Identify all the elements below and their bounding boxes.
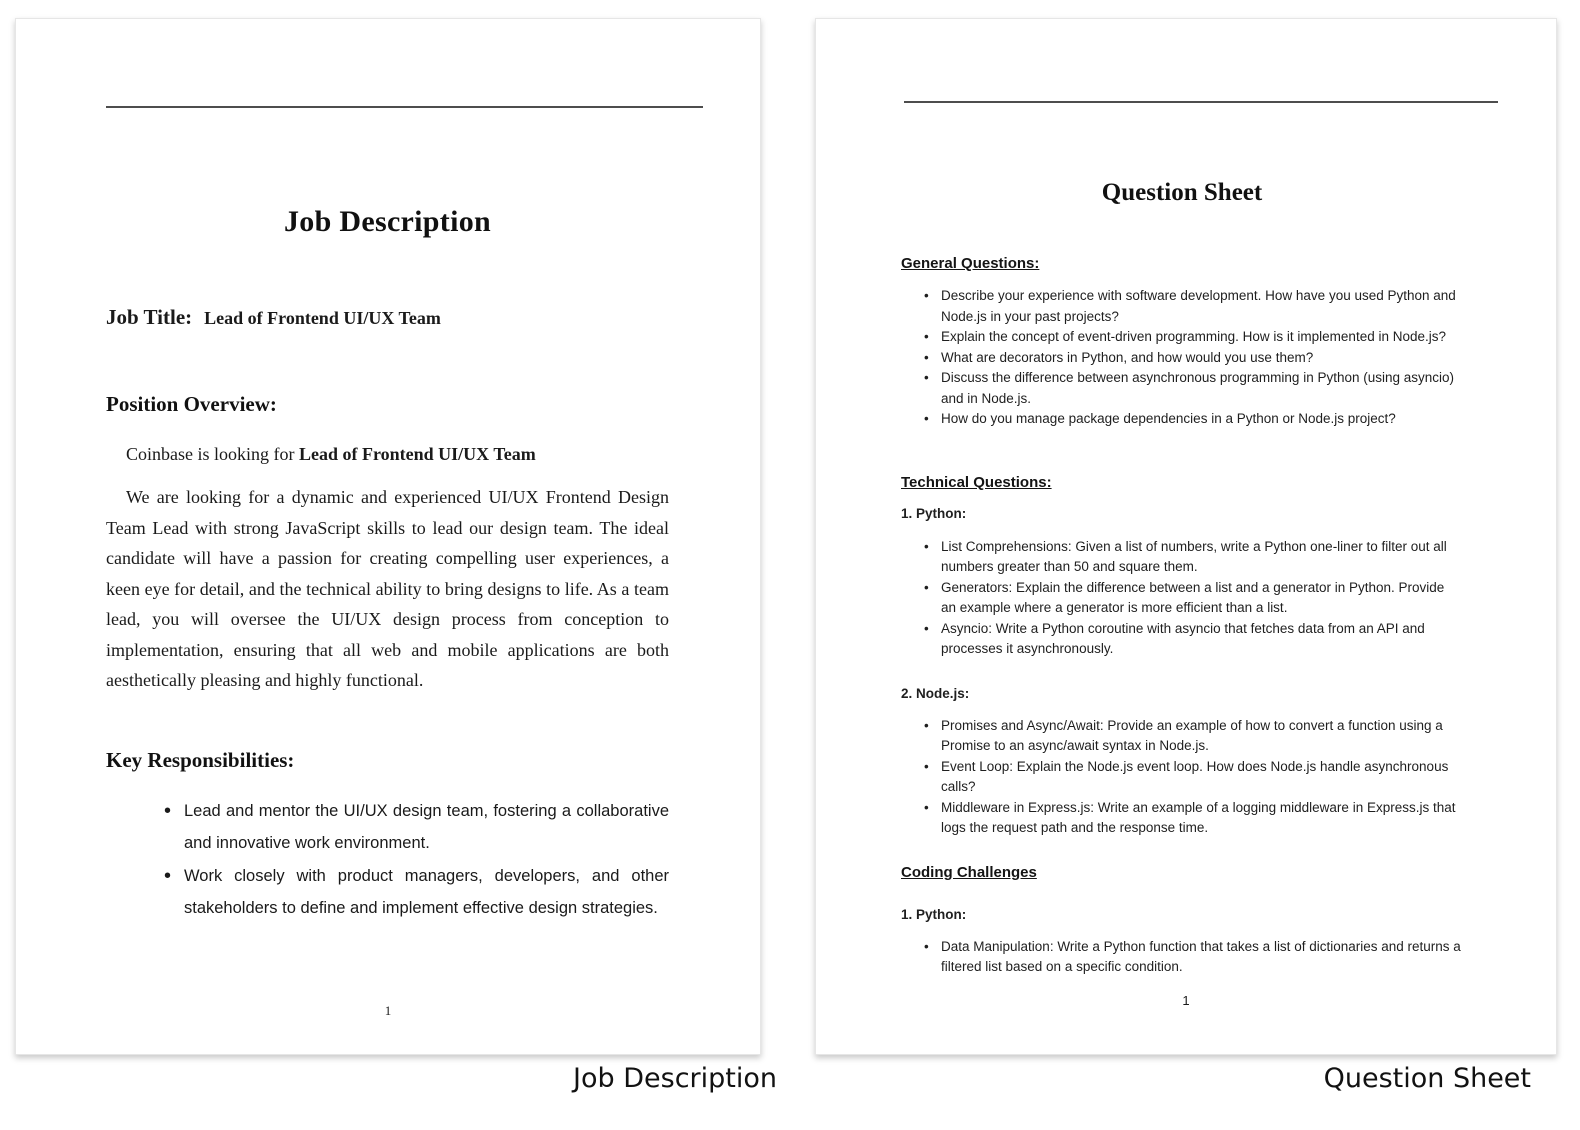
header-rule	[904, 101, 1498, 103]
page-caption: Question Sheet	[1323, 1063, 1531, 1094]
list-item: • Lead and mentor the UI/UX design team, fostering a collaborative and innovative work environment.	[106, 795, 669, 860]
list-item: • Middleware in Express.js: Write an example of a logging middleware in Express.js that logs the request path and the response time.	[901, 798, 1463, 839]
position-overview-heading: Position Overview:	[106, 392, 277, 416]
coding-challenges-heading: Coding Challenges	[901, 863, 1037, 881]
list-item: • Generators: Explain the difference between a list and a generator in Python. Provide an example where a generator is more efficient than a list.	[901, 578, 1463, 619]
list-item: • How do you manage package dependencies in a Python or Node.js project?	[901, 409, 1463, 430]
job-description-content	[106, 205, 669, 925]
list-item: • Promises and Async/Await: Provide an example of how to convert a function using a Promise to an async/await syntax in Node.js.	[901, 716, 1463, 757]
job-title-value: Lead of Frontend UI/UX Team	[204, 308, 441, 328]
technical-nodejs-list	[901, 716, 1463, 839]
job-description-page	[15, 18, 761, 1055]
group-label-python: 1. Python:	[901, 906, 967, 922]
job-title-line	[106, 305, 669, 330]
overview-paragraph: We are looking for a dynamic and experienced UI/UX Frontend Design Team Lead with strong JavaScript skills to lead our design team. The ideal candidate will have a passion for creating compelling user experiences, a keen eye for detail, and the technical ability to bring designs to life. As a team lead, you will oversee the UI/UX design process from conception to implementation, ensuring that all web and mobile applications are both aesthetically pleasing and highly functional.	[106, 487, 669, 690]
key-responsibilities-heading: Key Responsibilities:	[106, 747, 295, 772]
technical-questions-heading: Technical Questions:	[901, 473, 1052, 491]
coding-python-list	[901, 937, 1463, 978]
list-item: • Data Manipulation: Write a Python function that takes a list of dictionaries and returns a filtered list based on a specific condition.	[901, 937, 1463, 978]
list-item: • Explain the concept of event-driven programming. How is it implemented in Node.js?	[901, 327, 1463, 348]
list-item: • What are decorators in Python, and how would you use them?	[901, 348, 1463, 369]
responsibilities-list	[106, 795, 669, 925]
document-title: Question Sheet	[1101, 179, 1263, 206]
header-rule	[106, 106, 703, 108]
list-item: • Discuss the difference between asynchronous programming in Python (using asyncio) and in Node.js.	[901, 368, 1463, 409]
group-label-nodejs: 2. Node.js:	[901, 685, 970, 701]
intro-prefix: Coinbase is looking for	[126, 444, 299, 464]
list-item: • Event Loop: Explain the Node.js event loop. How does Node.js handle asynchronous calls?	[901, 757, 1463, 798]
group-label-python: 1. Python:	[901, 505, 967, 521]
page-caption: Job Description	[573, 1063, 777, 1094]
technical-python-list	[901, 537, 1463, 660]
intro-role-bold: Lead of Frontend UI/UX Team	[299, 444, 536, 464]
general-questions-list	[901, 286, 1463, 430]
list-item: • Asyncio: Write a Python coroutine with asyncio that fetches data from an API and processes it asynchronously.	[901, 619, 1463, 660]
list-item: • Describe your experience with software development. How have you used Python and Node.js in your past projects?	[901, 286, 1463, 327]
general-questions-heading: General Questions:	[901, 255, 1040, 272]
question-sheet-content	[901, 179, 1463, 978]
intro-paragraph	[106, 441, 669, 467]
page-number: 1	[1182, 993, 1190, 1008]
page-number: 1	[384, 1003, 392, 1018]
job-title-label: Job Title:	[106, 305, 193, 329]
document-title: Job Description	[284, 205, 491, 238]
list-item: • Work closely with product managers, developers, and other stakeholders to define and implement effective design strategies.	[106, 860, 669, 925]
list-item: • List Comprehensions: Given a list of numbers, write a Python one-liner to filter out all numbers greater than 50 and square them.	[901, 537, 1463, 578]
question-sheet-page	[815, 18, 1557, 1055]
